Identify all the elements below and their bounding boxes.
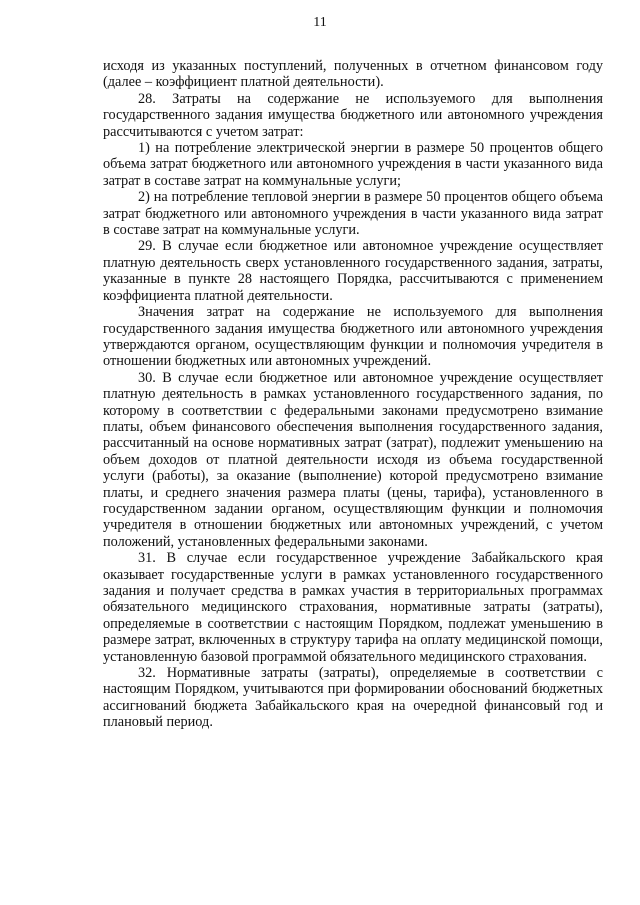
paragraph-32: 32. Нормативные затраты (затраты), определяемые в соответствии с настоящим Порядком, учитываются при формировании обоснований бюджетных ассигнований бюджета Забайкальского края на очередной финансовый год и плановый период.	[103, 665, 603, 731]
paragraph-29: 29. В случае если бюджетное или автономное учреждение осуществляет платную деятельность сверх установленного государственного задания, затраты, указанные в пункте 28 настоящего Порядка, рассчитываются с применением коэффициента платной деятельности.	[103, 238, 603, 304]
paragraph-continuation: исходя из указанных поступлений, полученных в отчетном финансовом году (далее – коэффициент платной деятельности).	[103, 58, 603, 91]
paragraph-30: 30. В случае если бюджетное или автономное учреждение осуществляет платную деятельность в рамках установленного государственного задания, по которому в соответствии с федеральными законами предусмотрено взимание платы, объем финансового обеспечения выполнения государственного задания, рассчитанный на основе нормативных затрат (затрат), подлежит уменьшению на объем доходов от платной деятельности исходя из объема государственной услуги (работы), за оказание (выполнение) которой предусмотрено взимание платы, и среднего значения размера платы (цены, тарифа), установленного в государственном задании органом, осуществляющим функции и полномочия учредителя в отношении бюджетных или автономных учреждений, с учетом положений, установленных федеральными законами.	[103, 369, 603, 550]
paragraph-31: 31. В случае если государственное учреждение Забайкальского края оказывает государственные услуги в рамках установленного государственного задания и получает средства в рамках участия в территориальных программах обязательного медицинского страхования, нормативные затраты (затраты), определяемые в соответствии с настоящим Порядком, подлежат уменьшению в размере затрат, включенных в структуру тарифа на оплату медицинской помощи, установленную базовой программой обязательного медицинского страхования.	[103, 550, 603, 665]
document-body	[103, 58, 603, 731]
paragraph-28: 28. Затраты на содержание не используемого для выполнения государственного задания имущества бюджетного или автономного учреждения рассчитываются с учетом затрат:	[103, 90, 603, 140]
paragraph-29-values: Значения затрат на содержание не используемого для выполнения государственного задания имущества бюджетного или автономного учреждения утверждаются органом, осуществляющим функции и полномочия учредителя в отношении бюджетных или автономных учреждений.	[103, 304, 603, 370]
paragraph-28-item-2: 2) на потребление тепловой энергии в размере 50 процентов общего объема затрат бюджетного или автономного учреждения в части указанного вида затрат в составе затрат на коммунальные услуги.	[103, 189, 603, 239]
paragraph-28-item-1: 1) на потребление электрической энергии в размере 50 процентов общего объема затрат бюджетного или автономного учреждения в части указанного вида затрат в составе затрат на коммунальные услуги;	[103, 140, 603, 189]
page-number: 11	[313, 15, 327, 30]
